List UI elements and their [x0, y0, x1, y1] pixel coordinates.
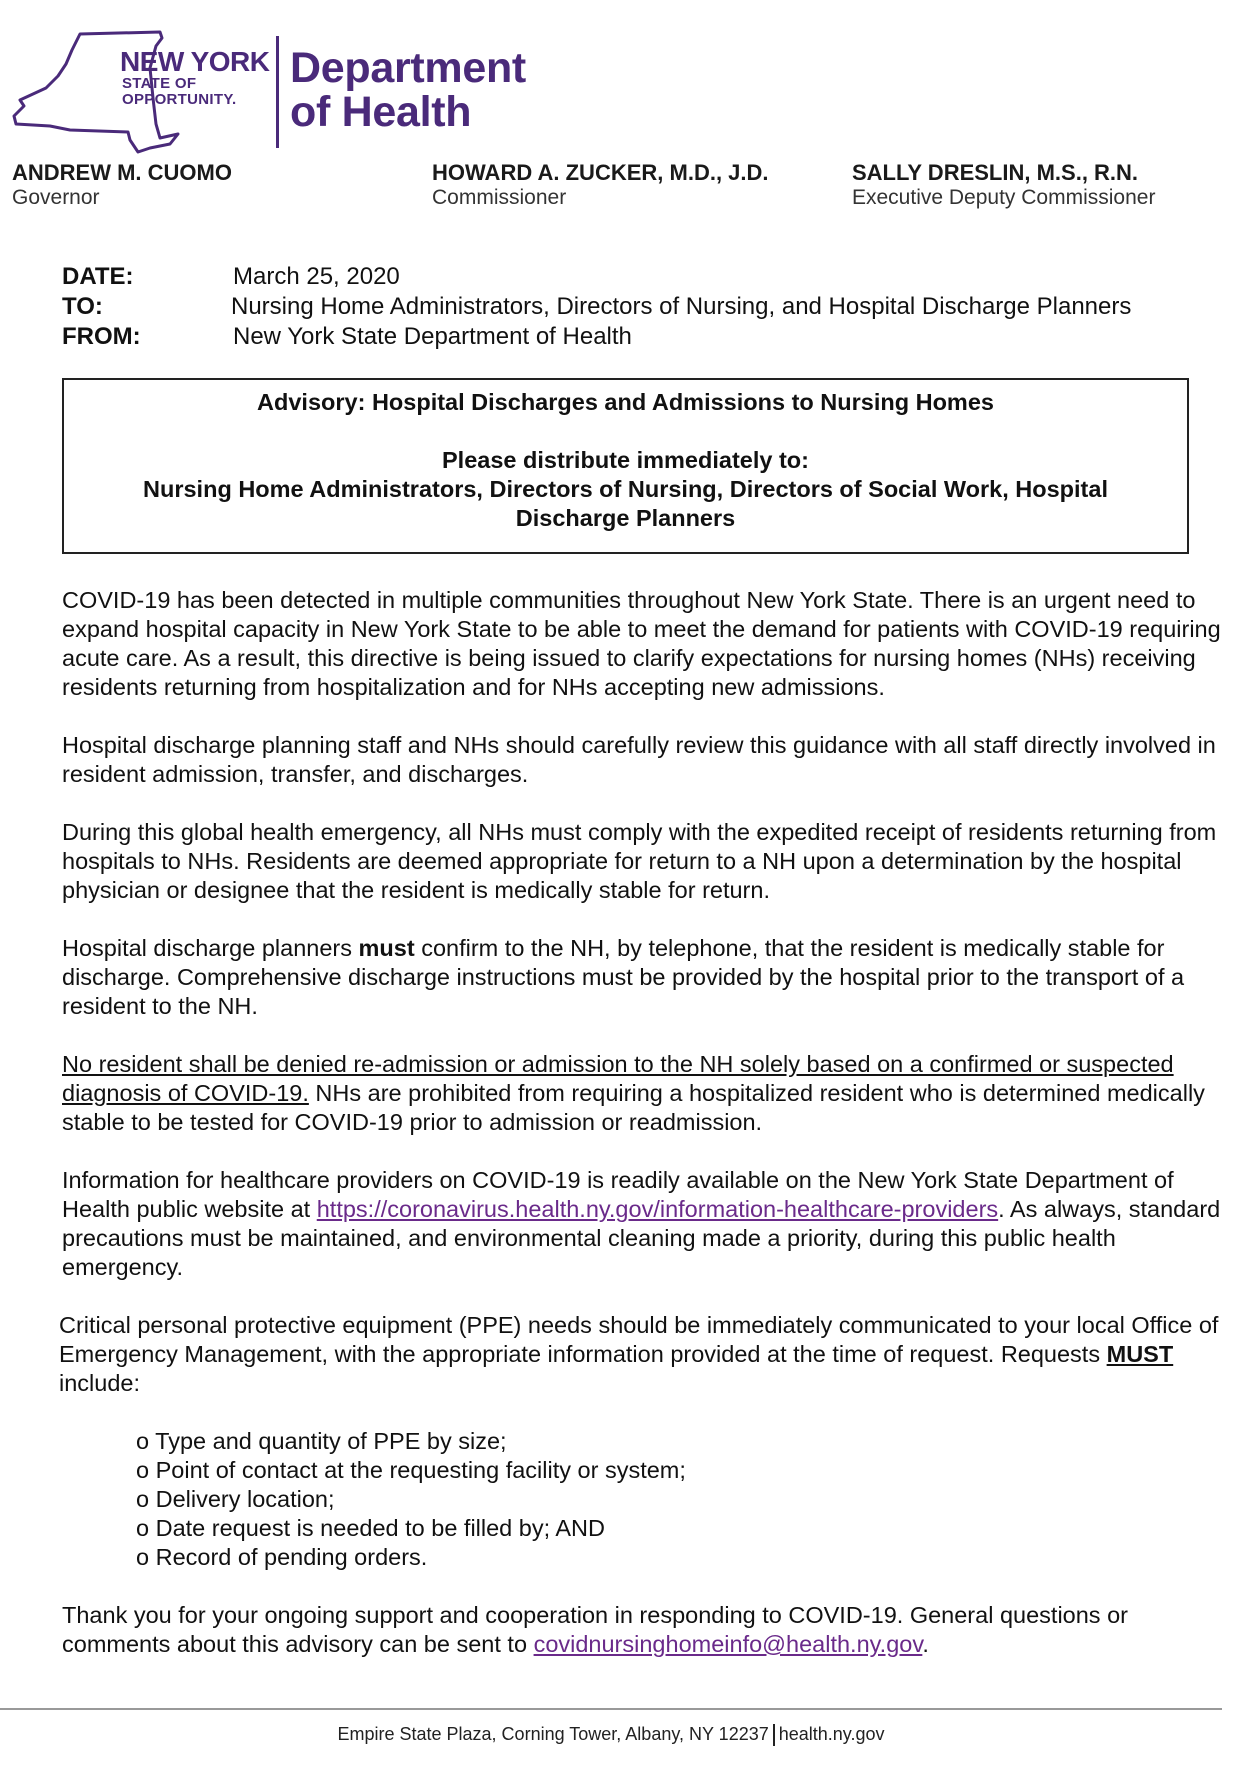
paragraph-8 — [62, 1601, 1222, 1659]
list-item: o Record of pending orders. — [136, 1544, 428, 1570]
paragraph-3: During this global health emergency, all NHs must comply with the expedited receipt of residents returning from hospitals to NHs. Residents are deemed appropriate for return to a NH upon a determination by the hospital physician or designee that the resident is medically stable for return. — [62, 819, 1217, 903]
p4-text-b: confirm to the NH, by telephone, that the resident is medically stable for discharge. Comprehensive discharge instructions must be provided by the hospital prior to the transport of a resident to the NH. — [62, 935, 1185, 1019]
footer-address: Empire State Plaza, Corning Tower, Albany, NY 12237 — [337, 1724, 769, 1744]
memo-date-row — [62, 262, 1131, 292]
state-tagline-2: OPPORTUNITY. — [122, 91, 237, 108]
official-name: HOWARD A. ZUCKER, M.D., J.D. — [432, 160, 769, 185]
official-governor — [12, 160, 232, 210]
p7-text-b: include: — [59, 1370, 140, 1396]
list-item: o Point of contact at the requesting facility or system; — [136, 1457, 686, 1483]
department-name — [290, 46, 526, 134]
footer-website: health.ny.gov — [778, 1724, 885, 1744]
advisory-recipients: Nursing Home Administrators, Directors of Nursing, Directors of Social Work, Hospital Discharge Planners — [143, 476, 1108, 531]
ppe-request-list — [136, 1427, 1222, 1572]
p6-text-a: Information for healthcare providers on COVID-19 is readily available on the New York State Department of Health public website at — [62, 1167, 1174, 1222]
p4-text-a: Hospital discharge planners — [62, 935, 359, 961]
footer-separator — [773, 1724, 775, 1746]
official-role: Executive Deputy Commissioner — [852, 186, 1156, 209]
footer-divider — [0, 1708, 1222, 1710]
paragraph-5 — [62, 1050, 1222, 1137]
p7-must: MUST — [1106, 1341, 1174, 1367]
state-name: NEW YORK — [120, 46, 270, 77]
to-value: Nursing Home Administrators, Directors of Nursing, and Hospital Discharge Planners — [231, 293, 1132, 320]
from-label: FROM: — [62, 323, 141, 350]
footer — [0, 1724, 1222, 1746]
p8-text-a: Thank you for your ongoing support and cooperation in responding to COVID-19. General questions or comments about this advisory can be sent to — [62, 1602, 1128, 1657]
paragraph-2: Hospital discharge planning staff and NHs should carefully review this guidance with all staff directly involved in resident admission, transfer, and discharges. — [62, 732, 1216, 787]
from-value: New York State Department of Health — [233, 323, 632, 350]
advisory-body — [59, 586, 1222, 1688]
paragraph-4 — [62, 934, 1222, 1021]
p8-text-b: . — [922, 1631, 929, 1657]
p4-emphasis: must — [358, 935, 415, 961]
p6-text-b: . As always, standard precautions must be maintained, and environmental cleaning made a priority, during this public health emergency. — [62, 1196, 1221, 1280]
p5-text: NHs are prohibited from requiring a hospitalized resident who is determined medically stable to be tested for COVID-19 prior to admission or readmission. — [62, 1080, 1205, 1135]
memo-header — [62, 262, 1131, 352]
p7-text-a: Critical personal protective equipment (PPE) needs should be immediately communicated to your local Office of Emergency Management, with the appropriate information provided at the time of request. Requests — [59, 1312, 1219, 1367]
advisory-title: Advisory: Hospital Discharges and Admissions to Nursing Homes — [257, 389, 994, 415]
contact-email-link[interactable]: covidnursinghomeinfo@health.ny.gov — [533, 1631, 923, 1657]
department-line-2: of Health — [290, 88, 472, 136]
date-label: DATE: — [62, 263, 134, 290]
to-label: TO: — [62, 293, 103, 320]
list-item: o Type and quantity of PPE by size; — [136, 1428, 507, 1454]
memo-to-row — [62, 292, 1131, 322]
list-item: o Date request is needed to be filled by; AND — [136, 1515, 605, 1541]
advisory-box — [62, 378, 1189, 554]
logo-divider — [276, 36, 279, 148]
official-name: ANDREW M. CUOMO — [12, 160, 232, 185]
state-wordmark — [120, 48, 270, 108]
memo-from-row — [62, 322, 1131, 352]
list-item: o Delivery location; — [136, 1486, 335, 1512]
department-line-1: Department — [290, 44, 526, 92]
official-name: SALLY DRESLIN, M.S., R.N. — [852, 160, 1139, 185]
paragraph-1: COVID-19 has been detected in multiple communities throughout New York State. There is an urgent need to expand hospital capacity in New York State to be able to meet the demand for patients with COVID-19 requiring acute care. As a result, this directive is being issued to clarify expectations for nursing homes (NHs) receiving residents returning from hospitalization and for NHs accepting new admissions. — [62, 587, 1221, 700]
distribute-line: Please distribute immediately to: — [442, 447, 809, 473]
state-tagline-1: STATE OF — [122, 75, 197, 92]
official-commissioner — [432, 160, 769, 210]
official-role: Governor — [12, 186, 100, 209]
date-value: March 25, 2020 — [233, 263, 400, 290]
healthcare-providers-link[interactable]: https://coronavirus.health.ny.gov/information-healthcare-providers — [316, 1196, 999, 1222]
p5-underlined-statement: No resident shall be denied re-admission or admission to the NH solely based on a confirmed or suspected diagnosis of COVID-19. — [62, 1051, 1174, 1106]
paragraph-7 — [59, 1311, 1222, 1398]
official-role: Commissioner — [432, 186, 567, 209]
paragraph-6 — [62, 1166, 1222, 1282]
official-deputy-commissioner — [852, 160, 1155, 210]
